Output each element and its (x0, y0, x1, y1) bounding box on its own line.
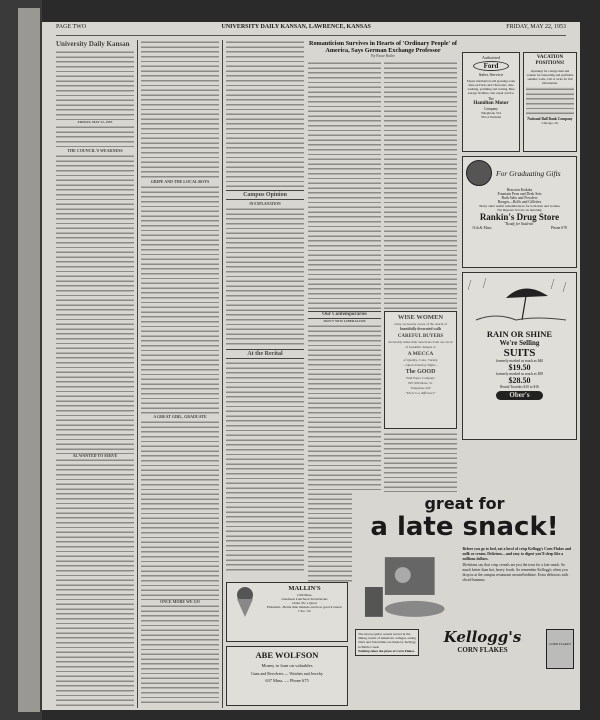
section-heading: ONCE MORE WE GO (160, 598, 200, 604)
campus-opinion-heading: Campus Opinion (226, 190, 304, 200)
vacation-ad: VACATION POSITIONS! Openings for college men and women for interesting and profitable summer work. Call or write for full information. National Ball Bank Company Chicago, Ill. (523, 52, 577, 152)
feature-headline: Romanticism Survives in Hearts of 'Ordinary People' of America, Says German Exchange Professor (309, 40, 457, 55)
rankin-drug-ad: For Graduating Gifts Houston Kodaks Fountain Pens and Desk Sets Bath Salts and Powders Rouges—Rolls and Gillettes Many other useful remembrances for both men and women The Regular Service on Saturday Rankin's Drug Store "Ready for Students" 11th & Mass Phone 678 (462, 156, 577, 268)
recital-heading: At the Recital (226, 349, 304, 359)
snack-illustration-icon (355, 547, 459, 625)
newspaper-page (42, 22, 580, 710)
abe-wolfson-ad: ABE WOLFSON Money to loan on valuables Guns and Revolvers — Watches and Jewelry 637 Mass. — Phone 675 (226, 646, 348, 706)
cereal-box-icon: CORN FLAKES (546, 629, 574, 669)
section-heading: GRIPE AND THE LOCAL BOYS (150, 179, 210, 184)
ford-ad: Authorized Ford Sales Service Expert mechanical and greasing work done on Fords and Chevrolets. Also washing, polishing and waxing. Best storage facilities. Our repair service. The Hamilton Motor Company Telephone 314 702-4 Vermont (462, 52, 520, 152)
section-heading: AL WANTED TO SERVE (72, 452, 118, 458)
graduate-portrait-icon (466, 160, 492, 186)
page-header (56, 24, 566, 36)
contemporaries-heading: Our Contemporaries (308, 311, 381, 319)
umbrella-illustration-icon (466, 276, 574, 324)
editorial-heading: THE COUNCIL'S WEAKNESS (67, 147, 123, 153)
section-heading: DON'T NEW LIBERALISM (323, 319, 366, 324)
column-three (226, 40, 304, 580)
page-number: PAGE TWO (56, 24, 87, 30)
page-binding-edge (0, 0, 42, 720)
ford-logo: Ford (473, 61, 509, 71)
kelloggs-ad: great for a late snack! Before you go to bed, eat a bowl of crisp Kellogg's Corn Flakes and milk or cream. Delicious—and easy to digest you'll sleep like a millions dollars. Dietitians say that crisp cereals are just the treat for a late snack. So much better than hot, heavy foods. So remember Kellogg's when you drop in at the campus restaurant around bedtime. Extra delicious with sliced bananas. The most popular cereals served in the dining-rooms of American colleges, eating clubs and fraternities are made by Kellogg in Battle Creek. Nothing takes the place of Corn Flakes. Kellogg's CORN FLAKES CORN FLAKES (352, 492, 577, 704)
kelloggs-logo: Kellogg's (443, 628, 522, 646)
section-heading: IN EXPLANATION (249, 202, 281, 206)
wall-paper-ad: WISE WOMEN today are keenly aware of the charm of beautifully decorated walls CAREFUL BUYERS invariably make their selections from our stock of beautiful designs at A MECCA of Quality, Color, Variety —Open Saturday Night— The GOOD Wall Paper Company 907-909 Mass. St. Telephone 429 "There is a difference" (384, 311, 457, 429)
rankin-store-name: Rankin's Drug Store (479, 212, 560, 222)
masthead-title: University Daily Kansan (56, 40, 130, 48)
column-editorial (56, 40, 134, 708)
column-two (141, 40, 219, 708)
obers-suits-ad: RAIN OR SHINE We're Selling SUITS formerly marked as much as $40 $19.50 formerly marked as much as $50 $28.50 Rental Tuxedos $10 to $16 Ober's (462, 272, 577, 440)
mallins-ad: MALLIN'S 1109 Mass. Luncheon Luncheon Strawberries Order 25c a Quart Elizabeth—Better than markets and how good it tastes! 1 lbs. 15c (226, 582, 348, 642)
feature-byline: By Bruce Butler (371, 54, 395, 59)
section-heading: A GREAT GIRL, GRADUATE (153, 413, 207, 419)
issue-date: FRIDAY, MAY 22, 1953 (506, 24, 566, 30)
obers-logo: Ober's (496, 391, 543, 400)
paper-title: UNIVERSITY DAILY KANSAN, LAWRENCE, KANSAS (221, 24, 371, 30)
ice-cream-icon (229, 585, 261, 619)
masthead-date: FRIDAY, MAY 22, 1953 (77, 120, 113, 124)
